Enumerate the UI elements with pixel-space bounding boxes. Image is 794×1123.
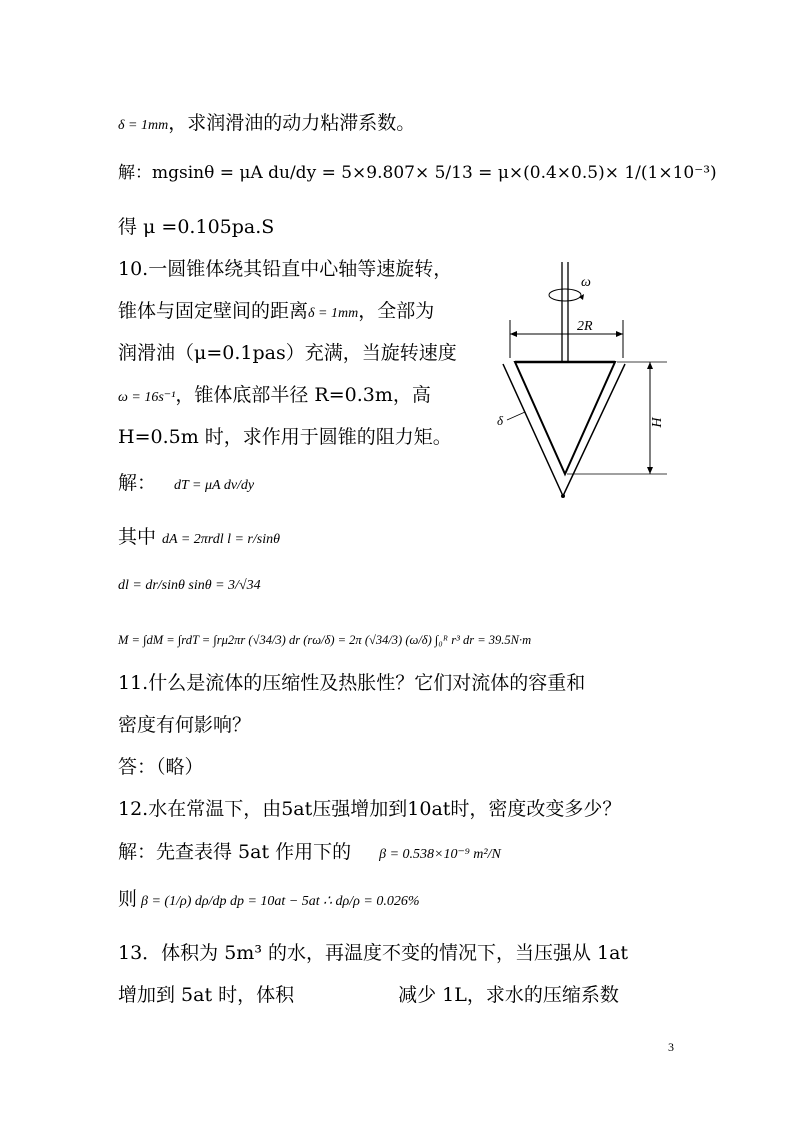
- question-10-text-5: H=0.5m 时，求作用于圆锥的阻力矩。: [118, 426, 452, 448]
- question-10-text-4: ，锥体底部半径 R=0.3m，高: [175, 384, 431, 406]
- then-label: 则: [118, 888, 138, 910]
- question-10-text-2a: 锥体与固定壁间的距离: [118, 300, 309, 322]
- question-10-omega: ω = 16s⁻¹: [118, 390, 176, 405]
- question-11-text-2: 密度有何影响？: [118, 714, 252, 736]
- omega-label: ω: [581, 275, 591, 290]
- cone-apex-dot: [561, 494, 565, 498]
- question-continuation: ，求润滑油的动力粘滞系数。: [168, 112, 416, 134]
- solution-12-line-1: [118, 837, 501, 864]
- question-13-text-2a: 增加到 5at 时，体积: [118, 984, 295, 1006]
- solution-equation-9: [118, 158, 717, 183]
- question-10-text-2b: ，全部为: [358, 300, 435, 322]
- solution-10-line-4: [118, 627, 531, 649]
- result-text: 得 μ =0.105pa.S: [118, 216, 275, 238]
- beta-value: β = 0.538×10⁻⁹ m²/N: [379, 847, 501, 862]
- question-12-line: [118, 794, 621, 821]
- where-label: 其中: [118, 526, 157, 548]
- two-r-label: 2R: [577, 319, 593, 334]
- dt-equation: dT = μA dv/dy: [174, 478, 255, 493]
- question-10-line-3: [118, 338, 457, 365]
- question-11-line-2: [118, 710, 251, 737]
- solution-12-line-2: [118, 884, 420, 911]
- solution-label: 解：: [118, 472, 157, 494]
- solution-10-line-3: [118, 572, 261, 594]
- answer-11-text: 答：（略）: [118, 756, 204, 778]
- question-10-line-2: [118, 296, 434, 323]
- dl-sin-equation: dl = dr/sinθ sinθ = 3/√34: [118, 578, 261, 593]
- outer-cone-wall: [503, 364, 625, 496]
- h-label: H: [648, 417, 663, 428]
- question-13-line-1: [118, 938, 628, 965]
- rotation-ellipse: [549, 289, 581, 301]
- question-10-line-5: [118, 422, 452, 449]
- solution-12-text: 解：先查表得 5at 作用下的: [118, 841, 352, 863]
- question-13-line-2: [118, 980, 619, 1007]
- solution-10-line-1: [118, 468, 254, 495]
- question-10-line-4: [118, 380, 431, 407]
- cone-diagram: [495, 262, 670, 502]
- question-11-line-1: [118, 668, 585, 695]
- question-10-text-1: 10.一圆锥体绕其铅直中心轴等速旋转，: [118, 258, 453, 280]
- question-10-text-3: 润滑油（μ=0.1pas）充满，当旋转速度: [118, 342, 457, 364]
- solution-10-line-2: [118, 522, 280, 549]
- answer-11: [118, 752, 204, 779]
- question-10-delta: δ = 1mm: [308, 306, 359, 321]
- question-11-text-1: 11.什么是流体的压缩性及热胀性？它们对流体的容重和: [118, 672, 586, 694]
- rotation-arrowhead: [579, 294, 584, 300]
- question-12-text: 12.水在常温下，由5at压强增加到10at时，密度改变多少？: [118, 798, 622, 820]
- question-10-line-1: [118, 254, 452, 281]
- da-equation: dA = 2πrdl l = r/sinθ: [162, 532, 280, 547]
- beta-formula: β = (1/ρ) dρ/dp dp = 10at − 5at ∴ dρ/ρ = 0.026%: [141, 894, 420, 909]
- text-line-1: [118, 108, 415, 135]
- question-13-text-1: 13．体积为 5m³ 的水，再温度不变的情况下，当压强从 1at: [118, 942, 629, 964]
- question-13-text-2b: 减少 1L，求水的压缩系数: [398, 984, 619, 1006]
- delta-leader: [507, 412, 525, 420]
- result-line-9: [118, 212, 274, 239]
- moment-equation: M = ∫dM = ∫rdT = ∫rμ2πr (√34/3) dr (rω/δ) = 2π (√34/3) (ω/δ) ∫₀ᴿ r³ dr = 39.5N·m: [118, 633, 532, 647]
- equation-text: 解：mgsinθ = μA du/dy = 5×9.807× 5/13 = μ×(0.4×0.5)× 1/(1×10⁻³): [118, 163, 717, 183]
- delta-expression: δ = 1mm: [118, 118, 169, 133]
- page-number: 3: [668, 1040, 674, 1054]
- delta-label: δ: [497, 413, 504, 428]
